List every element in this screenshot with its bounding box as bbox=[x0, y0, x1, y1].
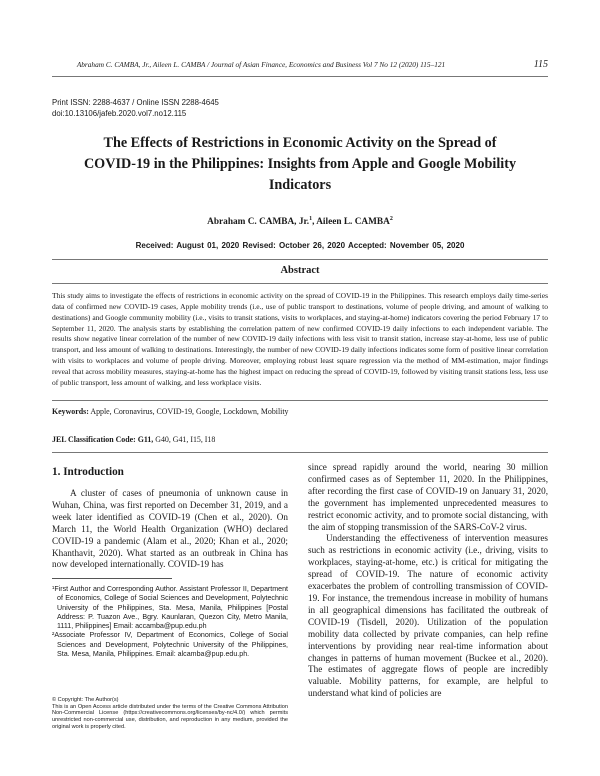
keywords bbox=[52, 406, 548, 417]
footnote-1: ¹First Author and Corresponding Author. Assistant Professor II, Department of Economics, College of Social Sciences and Development, Polytechnic University of the Philippines, Sta. Mesa, Manila, Philippines [Postal Address: P. Tuazon Ave., Bgry. Kaunlaran, Quezon City, Metro Manila, 1111, Philippines] Email: accamba@pup.edu.ph bbox=[52, 585, 288, 631]
jel-label: JEL Classification Code: G11, bbox=[52, 435, 154, 444]
jel-classification bbox=[52, 434, 548, 445]
keywords-label: Keywords: bbox=[52, 407, 89, 416]
copyright-line: © Copyright: The Author(s) bbox=[52, 697, 119, 703]
author-2-affiliation-mark: 2 bbox=[389, 216, 393, 222]
author-1-affiliation-mark: 1 bbox=[309, 216, 313, 222]
introduction-right-column bbox=[308, 462, 548, 700]
issn-block bbox=[52, 97, 219, 119]
intro-paragraph-1: A cluster of cases of pneumonia of unknown cause in Wuhan, China, was first reported on December 31, 2019, and a week later identified as COVID-19 (Chen et al., 2020). On March 11, the World Health Organization (WHO) declared COVID-19 a pandemic (Alam et al., 2020; Khan et al., 2020; Khanthavit, 2020). What started as an outbreak in China has now developed internationally. COVID-19 has bbox=[52, 488, 288, 570]
author-separator: , bbox=[312, 217, 317, 228]
author-1: Abraham C. CAMBA, Jr. bbox=[207, 217, 310, 228]
author-line bbox=[0, 216, 600, 227]
jel-text: G40, G41, I15, I18 bbox=[153, 435, 216, 444]
intro-paragraph-2: since spread rapidly around the world, nearing 30 million confirmed cases as of September 11, 2020. In the Philippines, after recording the first case of COVID-19 on January 31, 2020, the government has implemented unprecedented measures to restrict economic activity, and to promote social distancing, with the aim of stopping transmission of the SARS-CoV-2 virus. bbox=[308, 462, 548, 532]
doi-line: doi:10.13106/jafeb.2020.vol7.no12.115 bbox=[52, 109, 187, 118]
received-dates: Received: August 01, 2020 Revised: October 26, 2020 Accepted: November 05, 2020 bbox=[135, 241, 465, 250]
footnote-2: ²Associate Professor IV, Department of Economics, College of Social Sciences and Development, Polytechnic University of the Philippines, Sta. Mesa, Manila, Philippines. Email: alcamba@pup.edu.ph. bbox=[52, 631, 288, 659]
abstract-heading: Abstract bbox=[280, 265, 320, 276]
jel-bottom-rule bbox=[52, 452, 548, 453]
keywords-text: Apple, Coronavirus, COVID-19, Google, Lockdown, Mobility bbox=[88, 407, 289, 416]
abstract-bottom-rule bbox=[52, 400, 548, 401]
intro-paragraph-3: Understanding the effectiveness of intervention measures such as restrictions in economic activity (i.e., driving, visits to workplaces, staying-at-home, etc.) is critical for mitigating the spread of COVID-19. The nature of economic activity exacerbates the problem of controlling transmission of COVID-19. For instance, the tremendous increase in mobility of humans in all geographical dimensions has facilitated the outbreak of COVID-19 (Tisdell, 2020). Utilization of the population mobility data collected by private companies, can help refine interventions by providing near real-time information about changes in patterns of human movement (Buckee et al., 2020). The estimates of aggregate flows of people are incredibly valuable. Mobility patterns, for example, are helpful to understand what kind of policies are bbox=[308, 533, 548, 699]
abstract-heading-rule bbox=[52, 283, 548, 284]
section-heading-introduction: 1. Introduction bbox=[52, 466, 124, 478]
running-header bbox=[0, 58, 600, 72]
footnotes bbox=[52, 585, 288, 659]
abstract-top-rule bbox=[52, 259, 548, 260]
abstract-body: This study aims to investigate the effects of restrictions in economic activity on the spread of COVID-19 in the Philippines. This research employs daily time-series data of confirmed new COVID-19 cases, Apple mobility trends (i.e., use of public transport to destinations, volume of people driving, and amount of walking to destinations) and Google community mobility (i.e., visits to transit stations, visits to workplaces, and staying-at-home) indicators covering the period February 17 to September 11, 2020. The analysis starts by establishing the correlation pattern of new confirmed COVID-19 daily infections to each independent variable. The results show negative linear correlation of the number of new COVID-19 daily infections with less visit to transit station, increase stay-at-home, less use of public transport, and less amount of walking to destinations. Interestingly, the number of new COVID-19 daily infections indicates some form of positive linear correlation with visits to workplaces and volume of people driving. Moreover, employing robust least square regression via the method of MM-estimation, major findings reveal that across mobility measures, staying-at-home has the highest impact on reducing the spread of COVID-19, followed by visiting transit stations less, less use of public transport, less amount of walking, and less workplace visits. bbox=[52, 291, 548, 387]
footnote-rule bbox=[52, 578, 172, 579]
issn-line: Print ISSN: 2288-4637 / Online ISSN 2288-4645 bbox=[52, 98, 219, 107]
article-title: The Effects of Restrictions in Economic Activity on the Spread of COVID-19 in the Philippines: Insights from Apple and Google Mobility Indicators bbox=[83, 135, 517, 193]
introduction-left-column bbox=[52, 488, 288, 571]
license-text: This is an Open Access article distributed under the terms of the Creative Commons Attribution Non-Commercial License (https://creativecommons.org/licenses/by-nc/4.0/) which permits unrestricted non-commercial use, distribution, and reproduction in any medium, provided the original work is properly cited. bbox=[52, 703, 288, 730]
copyright-notice bbox=[52, 697, 288, 731]
header-rule bbox=[52, 76, 548, 77]
author-2: Aileen L. CAMBA bbox=[316, 217, 390, 228]
page-number: 115 bbox=[533, 59, 548, 70]
running-header-text: Abraham C. CAMBA, Jr., Aileen L. CAMBA / Journal of Asian Finance, Economics and Business Vol 7 No 12 (2020) 115–121 bbox=[76, 60, 446, 69]
